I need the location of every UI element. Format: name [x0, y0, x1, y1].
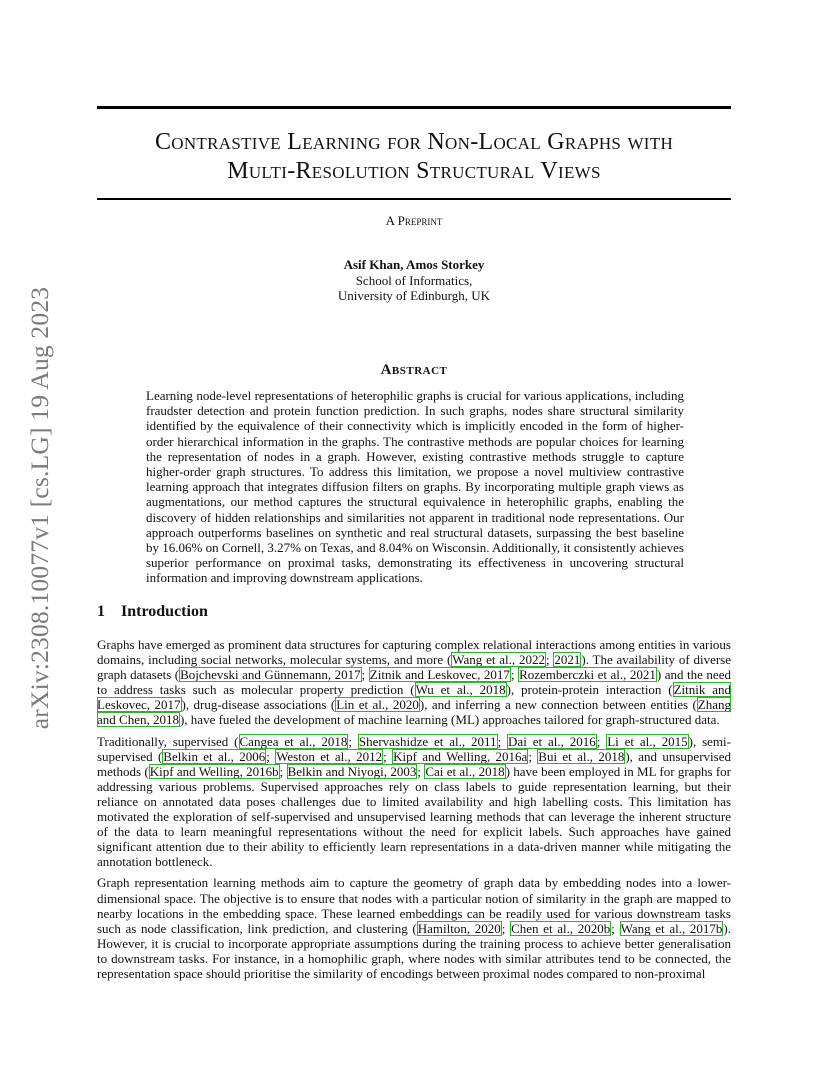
paragraph-text: ; — [545, 652, 554, 668]
citation-link[interactable]: Zitnik and Leskovec, 2017 — [97, 682, 731, 713]
paragraph-text: ), protein-protein interaction ( — [506, 682, 673, 698]
citation-link[interactable]: Belkin and Niyogi, 2003 — [287, 763, 417, 779]
citation-link[interactable]: Wu et al., 2018 — [415, 682, 506, 698]
citation-link[interactable]: Kipf and Welling, 2016b — [149, 763, 279, 779]
paragraph-text: ; — [501, 920, 511, 936]
citation-link[interactable]: Lin et al., 2020 — [336, 697, 419, 713]
citation-link[interactable]: Hamilton, 2020 — [417, 920, 501, 936]
paragraph-text: ; — [266, 748, 276, 764]
affiliation-line-2: University of Edinburgh, UK — [337, 288, 491, 303]
title-top-rule — [97, 106, 731, 109]
paragraph-text: ), and inferring a new connection between entities ( — [419, 697, 697, 713]
body-paragraph — [97, 875, 731, 981]
citation-link[interactable]: Zhang and Chen, 2018 — [97, 697, 732, 728]
title-bottom-rule — [97, 198, 731, 200]
paragraph-text: ; — [497, 733, 508, 749]
arxiv-identifier — [22, 282, 58, 734]
section-heading — [97, 603, 208, 621]
paragraph-text: Traditionally, supervised ( — [97, 733, 239, 749]
citation-link[interactable]: Chen et al., 2020b — [511, 920, 611, 936]
paragraph-text: ; — [528, 748, 538, 764]
citation-link[interactable]: Rozemberczki et al., 2021 — [519, 667, 656, 683]
paragraph-text: ) and the need to address tasks such as molecular property prediction ( — [97, 667, 731, 698]
citation-link[interactable]: Cangea et al., 2018 — [239, 733, 348, 749]
paragraph-text: ; — [417, 763, 425, 779]
paragraph-text: ; — [510, 667, 519, 683]
author-block — [97, 257, 731, 304]
citation-link[interactable]: Zitnik and Leskovec, 2017 — [369, 667, 510, 683]
paragraph-text: Graph representation learning methods aim to capture the geometry of graph data by embedding nodes into a lower-dimensional space. The objective is to ensure that nodes with a particular notion of similarity in the graph are mapped to nearby locations in the embedding space. These learned embeddings can be readily used for various downstream tasks such as node classification, link prediction, and clustering ( — [97, 875, 731, 936]
citation-link[interactable]: Bui et al., 2018 — [538, 748, 625, 764]
title-line-1: Contrastive Learning for Non-Local Graphs with — [154, 129, 674, 155]
body-paragraph — [97, 637, 731, 728]
paragraph-text: ) have been employed in ML for graphs for addressing various problems. Supervised approaches rely on class labels to guide representation learning, but their reliance on annotated data poses challenges due to limited availability and high labelling costs. This limitation has motivated the exploration of self-supervised and unsupervised learning methods that can leverage the inherent structure of the data to learn meaningful representations without the need for explicit labels. Such approaches have gained significant attention due to their ability to efficiently learn representations in a data-driven manner while mitigating the annotation bottleneck. — [97, 763, 731, 870]
title-line-2: Multi-Resolution Structural Views — [227, 158, 601, 184]
author-names: Asif Khan, Amos Storkey — [343, 257, 485, 272]
paragraph-text: ; — [611, 920, 620, 936]
citation-link[interactable]: Dai et al., 2016 — [508, 733, 596, 749]
preprint-label: A Preprint — [385, 213, 443, 228]
citation-link[interactable]: 2021 — [554, 652, 581, 668]
citation-link[interactable]: Kipf and Welling, 2016a — [393, 748, 528, 764]
citation-link[interactable]: Bojchevski and Günnemann, 2017 — [180, 667, 361, 683]
introduction-body — [97, 637, 731, 987]
citation-link[interactable]: Li et al., 2015 — [607, 733, 688, 749]
paragraph-text: ), drug-disease associations ( — [181, 697, 336, 713]
paragraph-text: ), semi-supervised ( — [97, 733, 731, 764]
section-title: Introduction — [121, 603, 208, 620]
paper-title — [97, 128, 731, 186]
citation-link[interactable]: Belkin et al., 2006 — [163, 748, 266, 764]
affiliation-line-1: School of Informatics, — [355, 272, 473, 288]
paragraph-text: ; — [361, 667, 369, 683]
section-number: 1 — [97, 603, 105, 620]
paragraph-text: ; — [348, 733, 358, 749]
paragraph-text: ). However, it is crucial to incorporate appropriate assumptions during the training process to achieve better generalisation to downstream tasks. For instance, in a homophilic graph, where nodes with similar attributes tend to be connected, the representation space should prioritise the similarity of encodings between proximal nodes compared to non-proximal — [97, 920, 731, 981]
citation-link[interactable]: Weston et al., 2012 — [276, 748, 383, 764]
citation-link[interactable]: Cai et al., 2018 — [425, 763, 505, 779]
abstract-heading: Abstract — [380, 362, 448, 378]
paragraph-text: Graphs have emerged as prominent data structures for capturing complex relational interactions among entities in various domains, including social networks, molecular systems, and more ( — [97, 637, 731, 668]
citation-link[interactable]: Shervashidze et al., 2011 — [358, 733, 497, 749]
paragraph-text: ), have fueled the development of machine learning (ML) approaches tailored for graph-structured data. — [179, 712, 720, 728]
citation-link[interactable]: Wang et al., 2022 — [452, 652, 545, 668]
paragraph-text: ; — [279, 763, 287, 779]
abstract-text: Learning node-level representations of heterophilic graphs is crucial for various applications, including fraudster detection and protein function prediction. In such graphs, nodes share structural similarity identified by the equivalence of their connectivity which is implicitly encoded in the form of higher-order hierarchical information in the graphs. The contrastive methods are popular choices for learning the representation of nodes in a graph. However, existing contrastive methods struggle to capture higher-order graph structures. To address this limitation, we propose a novel multiview contrastive learning approach that integrates diffusion filters on graphs. By incorporating multiple graph views as augmentations, our method captures the structural equivalence in heterophilic graphs, enabling the discovery of hidden relationships and similarities not apparent in traditional node representations. Our approach outperforms baselines on synthetic and real structural datasets, surpassing the best baseline by 16.06% on Cornell, 3.27% on Texas, and 8.04% on Wisconsin. Additionally, it consistently achieves superior performance on proximal tasks, demonstrating its effectiveness in uncovering structural information and improving downstream applications. — [146, 388, 684, 586]
paragraph-text: ; — [596, 733, 607, 749]
citation-link[interactable]: Wang et al., 2017b — [620, 920, 723, 936]
paragraph-text: ). The availability of diverse graph datasets ( — [97, 652, 731, 683]
body-paragraph — [97, 734, 731, 870]
arxiv-identifier-text: arXiv:2308.10077v1 [cs.LG] 19 Aug 2023 — [25, 286, 55, 730]
paragraph-text: ), and unsupervised methods ( — [97, 748, 731, 779]
paragraph-text: ; — [383, 748, 393, 764]
